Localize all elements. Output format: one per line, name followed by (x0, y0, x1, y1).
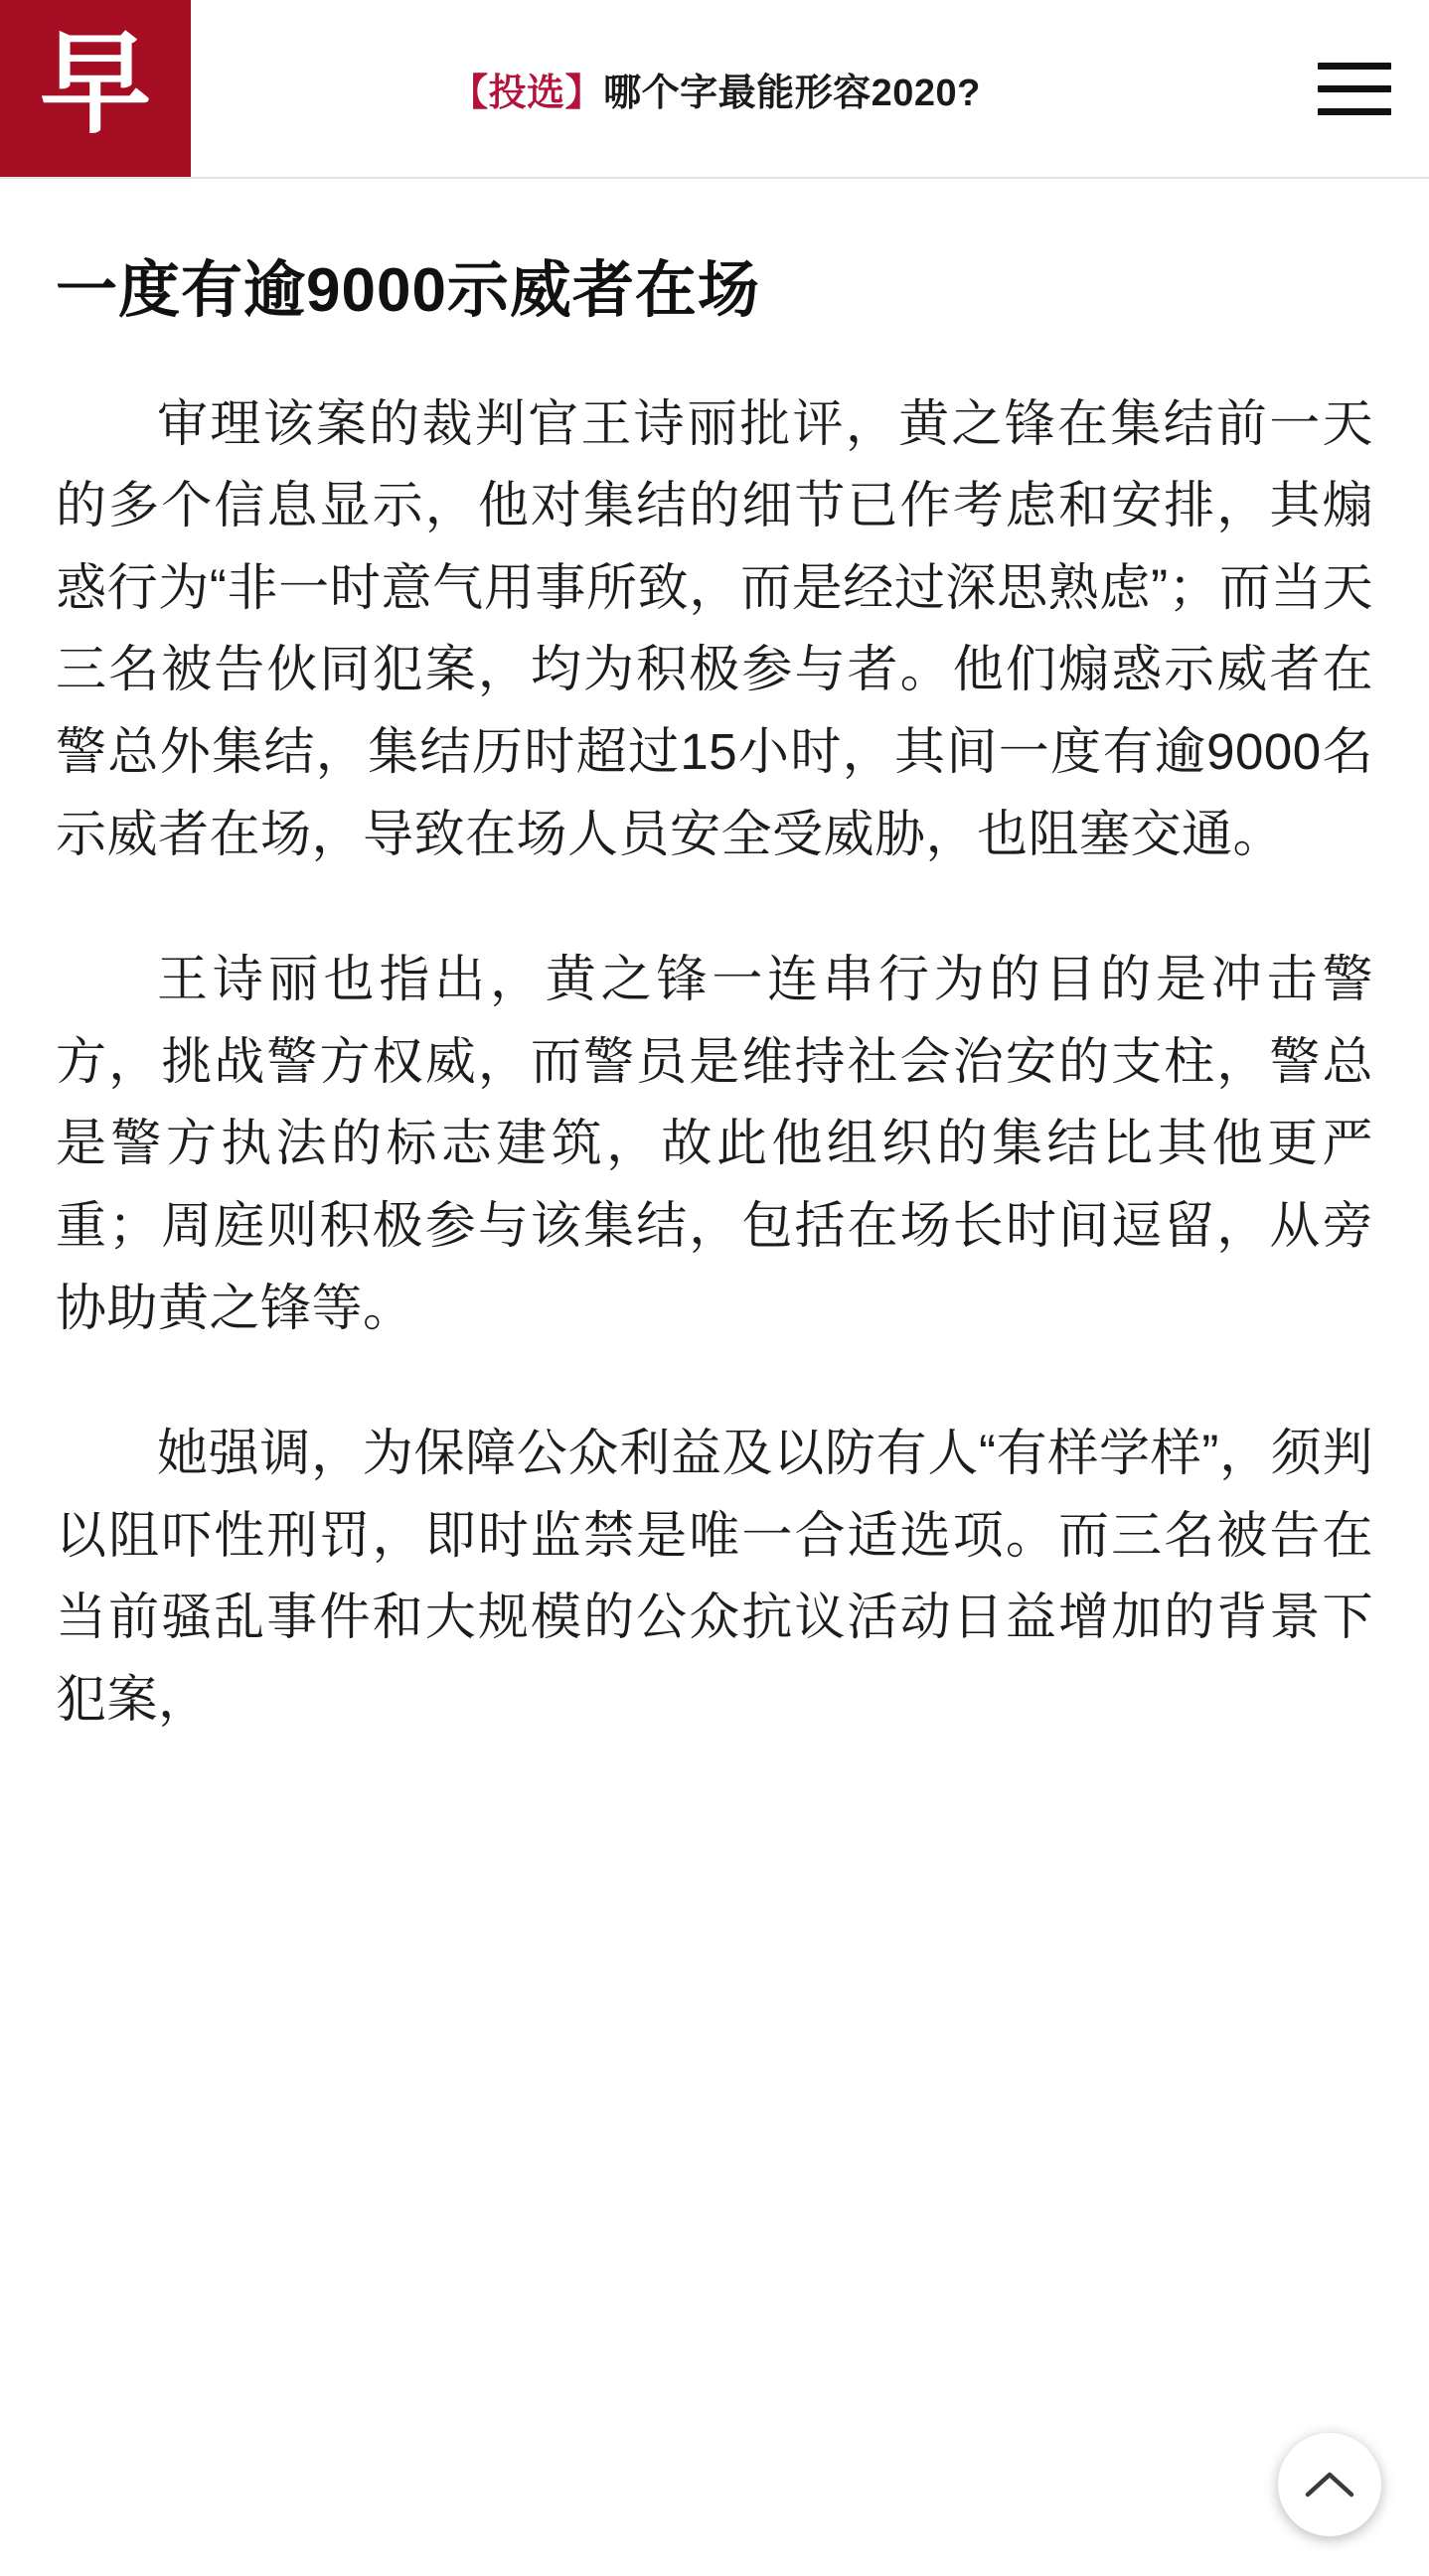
hamburger-menu-icon[interactable] (1280, 0, 1429, 177)
promo-text-label: 哪个字最能形容2020? (603, 72, 981, 114)
article-paragraph: 王诗丽也指出，黄之锋一连串行为的目的是冲击警方，挑战警方权威，而警员是维持社会治安的支柱，警总是警方执法的标志建筑，故此他组织的集结比其他更严重；周庭则积极参与该集结，包括在场长时间逗留，从旁协助黄之锋等。 (56, 951, 1373, 1336)
back-to-top-button[interactable] (1278, 2433, 1381, 2536)
hamburger-bar-top (1318, 63, 1391, 70)
hamburger-bar-middle (1318, 85, 1391, 92)
article-body (56, 383, 1373, 1742)
article-paragraph: 她强调，为保障公众利益及以防有人“有样学样”，须判以阻吓性刑罚，即时监禁是唯一合适选项。而三名被告在当前骚乱事件和大规模的公众抗议活动日益增加的背景下犯案， (56, 1425, 1373, 1729)
zaobao-logo-character: 早 (40, 19, 151, 149)
hamburger-bar-bottom (1318, 108, 1391, 115)
header-promo-link[interactable] (191, 62, 1280, 116)
site-logo[interactable] (0, 0, 191, 177)
site-header (0, 0, 1429, 179)
article-container (0, 179, 1429, 1742)
article-subheading: 一度有逾9000示威者在场 (56, 256, 760, 325)
article-paragraph: 审理该案的裁判官王诗丽批评，黄之锋在集结前一天的多个信息显示，他对集结的细节已作考虑和安排，其煽惑行为“非一时意气用事所致，而是经过深思熟虑”；而当天三名被告伙同犯案，均为积极参与者。他们煽惑示威者在警总外集结，集结历时超过15小时，其间一度有逾9000名示威者在场，导致在场人员安全受威胁，也阻塞交通。 (56, 394, 1373, 862)
promo-tag-label: 【投选】 (450, 72, 604, 114)
chevron-up-icon (1304, 2469, 1355, 2500)
